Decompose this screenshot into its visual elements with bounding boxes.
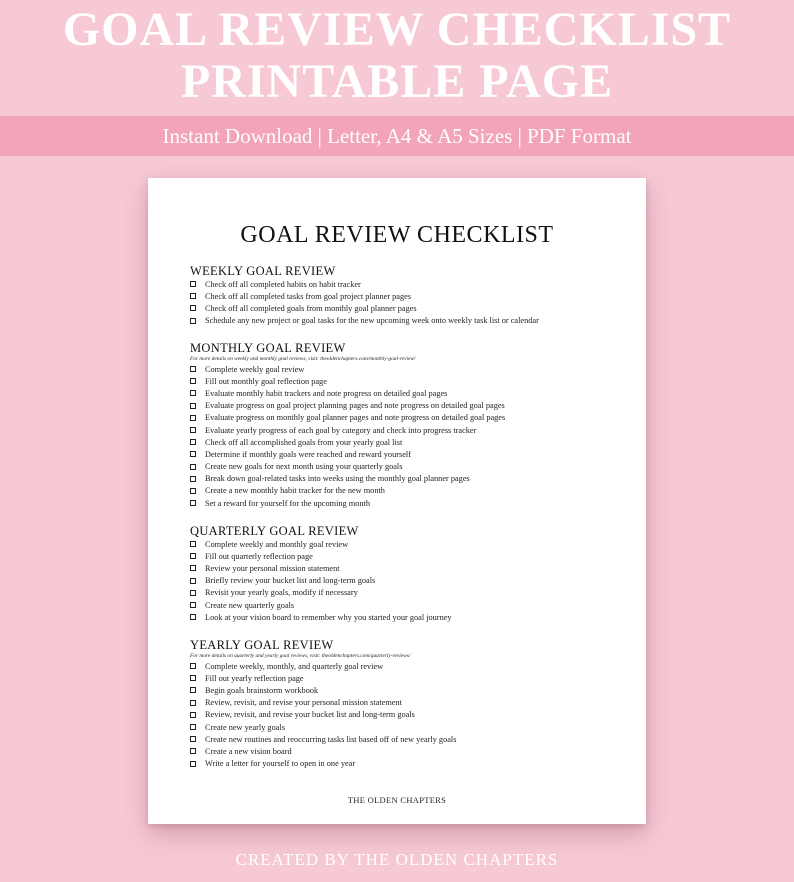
item-label: Create new routines and reoccurring tasks list based off of new yearly goals: [205, 734, 457, 744]
checklist-item: [190, 599, 630, 611]
checklist-item: [190, 387, 630, 399]
checklist-item: [190, 660, 630, 672]
section-weekly: [190, 264, 630, 327]
section-heading: YEARLY GOAL REVIEW: [190, 638, 334, 652]
checkbox[interactable]: [190, 700, 196, 706]
item-label: Revisit your yearly goals, modify if necessary: [205, 588, 358, 598]
checklist-item: [190, 412, 630, 424]
checkbox[interactable]: [190, 500, 196, 506]
item-label: Complete weekly goal review: [205, 364, 305, 374]
item-label: Write a letter for yourself to open in one year: [205, 759, 356, 769]
section-monthly: [190, 341, 630, 509]
hero-title-line1: GOAL REVIEW CHECKLIST: [62, 3, 732, 56]
item-label: Review, revisit, and revise your personal mission statement: [205, 698, 402, 708]
hero-title: [0, 4, 794, 108]
item-label: Evaluate yearly progress of each goal by category and check into progress tracker: [205, 425, 477, 435]
item-label: Fill out yearly reflection page: [205, 673, 304, 683]
checklist-item: [190, 684, 630, 696]
checklist-item: [190, 672, 630, 684]
item-label: Create a new monthly habit tracker for the new month: [205, 486, 385, 496]
checklist-item: [190, 497, 630, 509]
hero-title-line2: PRINTABLE PAGE: [180, 55, 614, 108]
checkbox[interactable]: [190, 464, 196, 470]
checklist-item: [190, 363, 630, 375]
item-label: Complete weekly and monthly goal review: [205, 539, 349, 549]
item-label: Check off all completed habits on habit tracker: [205, 279, 361, 289]
item-label: Fill out quarterly reflection page: [205, 551, 313, 561]
item-label: Look at your vision board to remember why you started your goal journey: [205, 612, 452, 622]
checklist-item: [190, 733, 630, 745]
item-label: Break down goal-related tasks into weeks using the monthly goal planner pages: [205, 474, 470, 484]
checklist-item: [190, 400, 630, 412]
item-label: Begin goals brainstorm workbook: [205, 685, 319, 695]
item-label: Complete weekly, monthly, and quarterly goal review: [205, 661, 384, 671]
section-heading: MONTHLY GOAL REVIEW: [190, 341, 346, 355]
checklist-item: [190, 697, 630, 709]
item-label: Review your personal mission statement: [205, 563, 340, 573]
checkbox[interactable]: [190, 281, 196, 287]
checkbox[interactable]: [190, 427, 196, 433]
checkbox[interactable]: [190, 761, 196, 767]
checklist: [190, 278, 630, 327]
item-label: Create a new vision board: [205, 746, 292, 756]
checklist-item: [190, 448, 630, 460]
checklist-item: [190, 758, 630, 770]
creator-credit: CREATED BY THE OLDEN CHAPTERS: [235, 850, 559, 869]
checkbox[interactable]: [190, 578, 196, 584]
checkbox[interactable]: [190, 488, 196, 494]
checklist-item: [190, 375, 630, 387]
section-heading: QUARTERLY GOAL REVIEW: [190, 524, 359, 538]
checkbox[interactable]: [190, 366, 196, 372]
checklist-item: [190, 538, 630, 550]
section-note: For more details on quarterly and yearly goal reviews, visit: theoldenchapters.com/quarterly-reviews/: [190, 653, 411, 659]
item-label: Schedule any new project or goal tasks for the new upcoming week onto weekly task list or calendar: [205, 316, 539, 326]
checkbox[interactable]: [190, 476, 196, 482]
checkbox[interactable]: [190, 439, 196, 445]
section-quarterly: [190, 524, 630, 623]
checklist-item: [190, 315, 630, 327]
section-note: For more details on weekly and monthly goal reviews, visit: theoldenchapters.com/monthly-goal-review/: [190, 356, 416, 362]
checkbox[interactable]: [190, 736, 196, 742]
checkbox[interactable]: [190, 614, 196, 620]
checklist: [190, 538, 630, 623]
checkbox[interactable]: [190, 748, 196, 754]
checkbox[interactable]: [190, 663, 196, 669]
item-label: Check off all completed tasks from goal project planner pages: [205, 291, 412, 301]
checklist-item: [190, 550, 630, 562]
item-label: Check off all completed goals from monthly goal planner pages: [205, 303, 417, 313]
checklist-item: [190, 575, 630, 587]
item-label: Create new yearly goals: [205, 722, 285, 732]
checkbox[interactable]: [190, 403, 196, 409]
checkbox[interactable]: [190, 378, 196, 384]
checkbox[interactable]: [190, 305, 196, 311]
checklist: [190, 660, 630, 770]
item-label: Set a reward for yourself for the upcoming month: [205, 498, 370, 508]
checklist-item: [190, 709, 630, 721]
item-label: Review, revisit, and revise your bucket list and long-term goals: [205, 710, 415, 720]
checkbox[interactable]: [190, 675, 196, 681]
section-heading: WEEKLY GOAL REVIEW: [190, 264, 336, 278]
checklist: [190, 363, 630, 509]
item-label: Evaluate progress on monthly goal planner pages and note progress on detailed goal pages: [205, 413, 506, 423]
checklist-item: [190, 611, 630, 623]
checklist-item: [190, 436, 630, 448]
checklist-item: [190, 290, 630, 302]
sheet-footer-brand: THE OLDEN CHAPTERS: [347, 795, 447, 805]
checkbox[interactable]: [190, 687, 196, 693]
checkbox[interactable]: [190, 602, 196, 608]
checkbox[interactable]: [190, 553, 196, 559]
item-label: Create new goals for next month using your quarterly goals: [205, 462, 403, 472]
checklist-item: [190, 473, 630, 485]
item-label: Determine if monthly goals were reached and reward yourself: [205, 449, 411, 459]
item-label: Fill out monthly goal reflection page: [205, 376, 327, 386]
checkbox[interactable]: [190, 590, 196, 596]
checkbox[interactable]: [190, 712, 196, 718]
checklist-item: [190, 562, 630, 574]
checklist-item: [190, 302, 630, 314]
checklist-item: [190, 587, 630, 599]
checklist-item: [190, 485, 630, 497]
checklist-item: [190, 461, 630, 473]
document-title: GOAL REVIEW CHECKLIST: [240, 222, 554, 248]
format-banner: Instant Download | Letter, A4 & A5 Sizes | PDF Format: [0, 116, 794, 156]
checkbox[interactable]: [190, 390, 196, 396]
checklist-item: [190, 745, 630, 757]
checkbox[interactable]: [190, 541, 196, 547]
section-yearly: [190, 638, 630, 770]
item-label: Evaluate progress on goal project planning pages and note progress on detailed goal pages: [205, 401, 505, 411]
checkbox[interactable]: [190, 318, 196, 324]
checklist-item: [190, 278, 630, 290]
checkbox[interactable]: [190, 451, 196, 457]
checkbox[interactable]: [190, 565, 196, 571]
checklist-sheet: [148, 178, 646, 824]
checkbox[interactable]: [190, 724, 196, 730]
checklist-item: [190, 721, 630, 733]
item-label: Briefly review your bucket list and long-term goals: [205, 576, 376, 586]
checklist-item: [190, 424, 630, 436]
item-label: Evaluate monthly habit trackers and note progress on detailed goal pages: [205, 388, 448, 398]
checkbox[interactable]: [190, 293, 196, 299]
checkbox[interactable]: [190, 415, 196, 421]
item-label: Check off all accomplished goals from your yearly goal list: [205, 437, 403, 447]
item-label: Create new quarterly goals: [205, 600, 295, 610]
